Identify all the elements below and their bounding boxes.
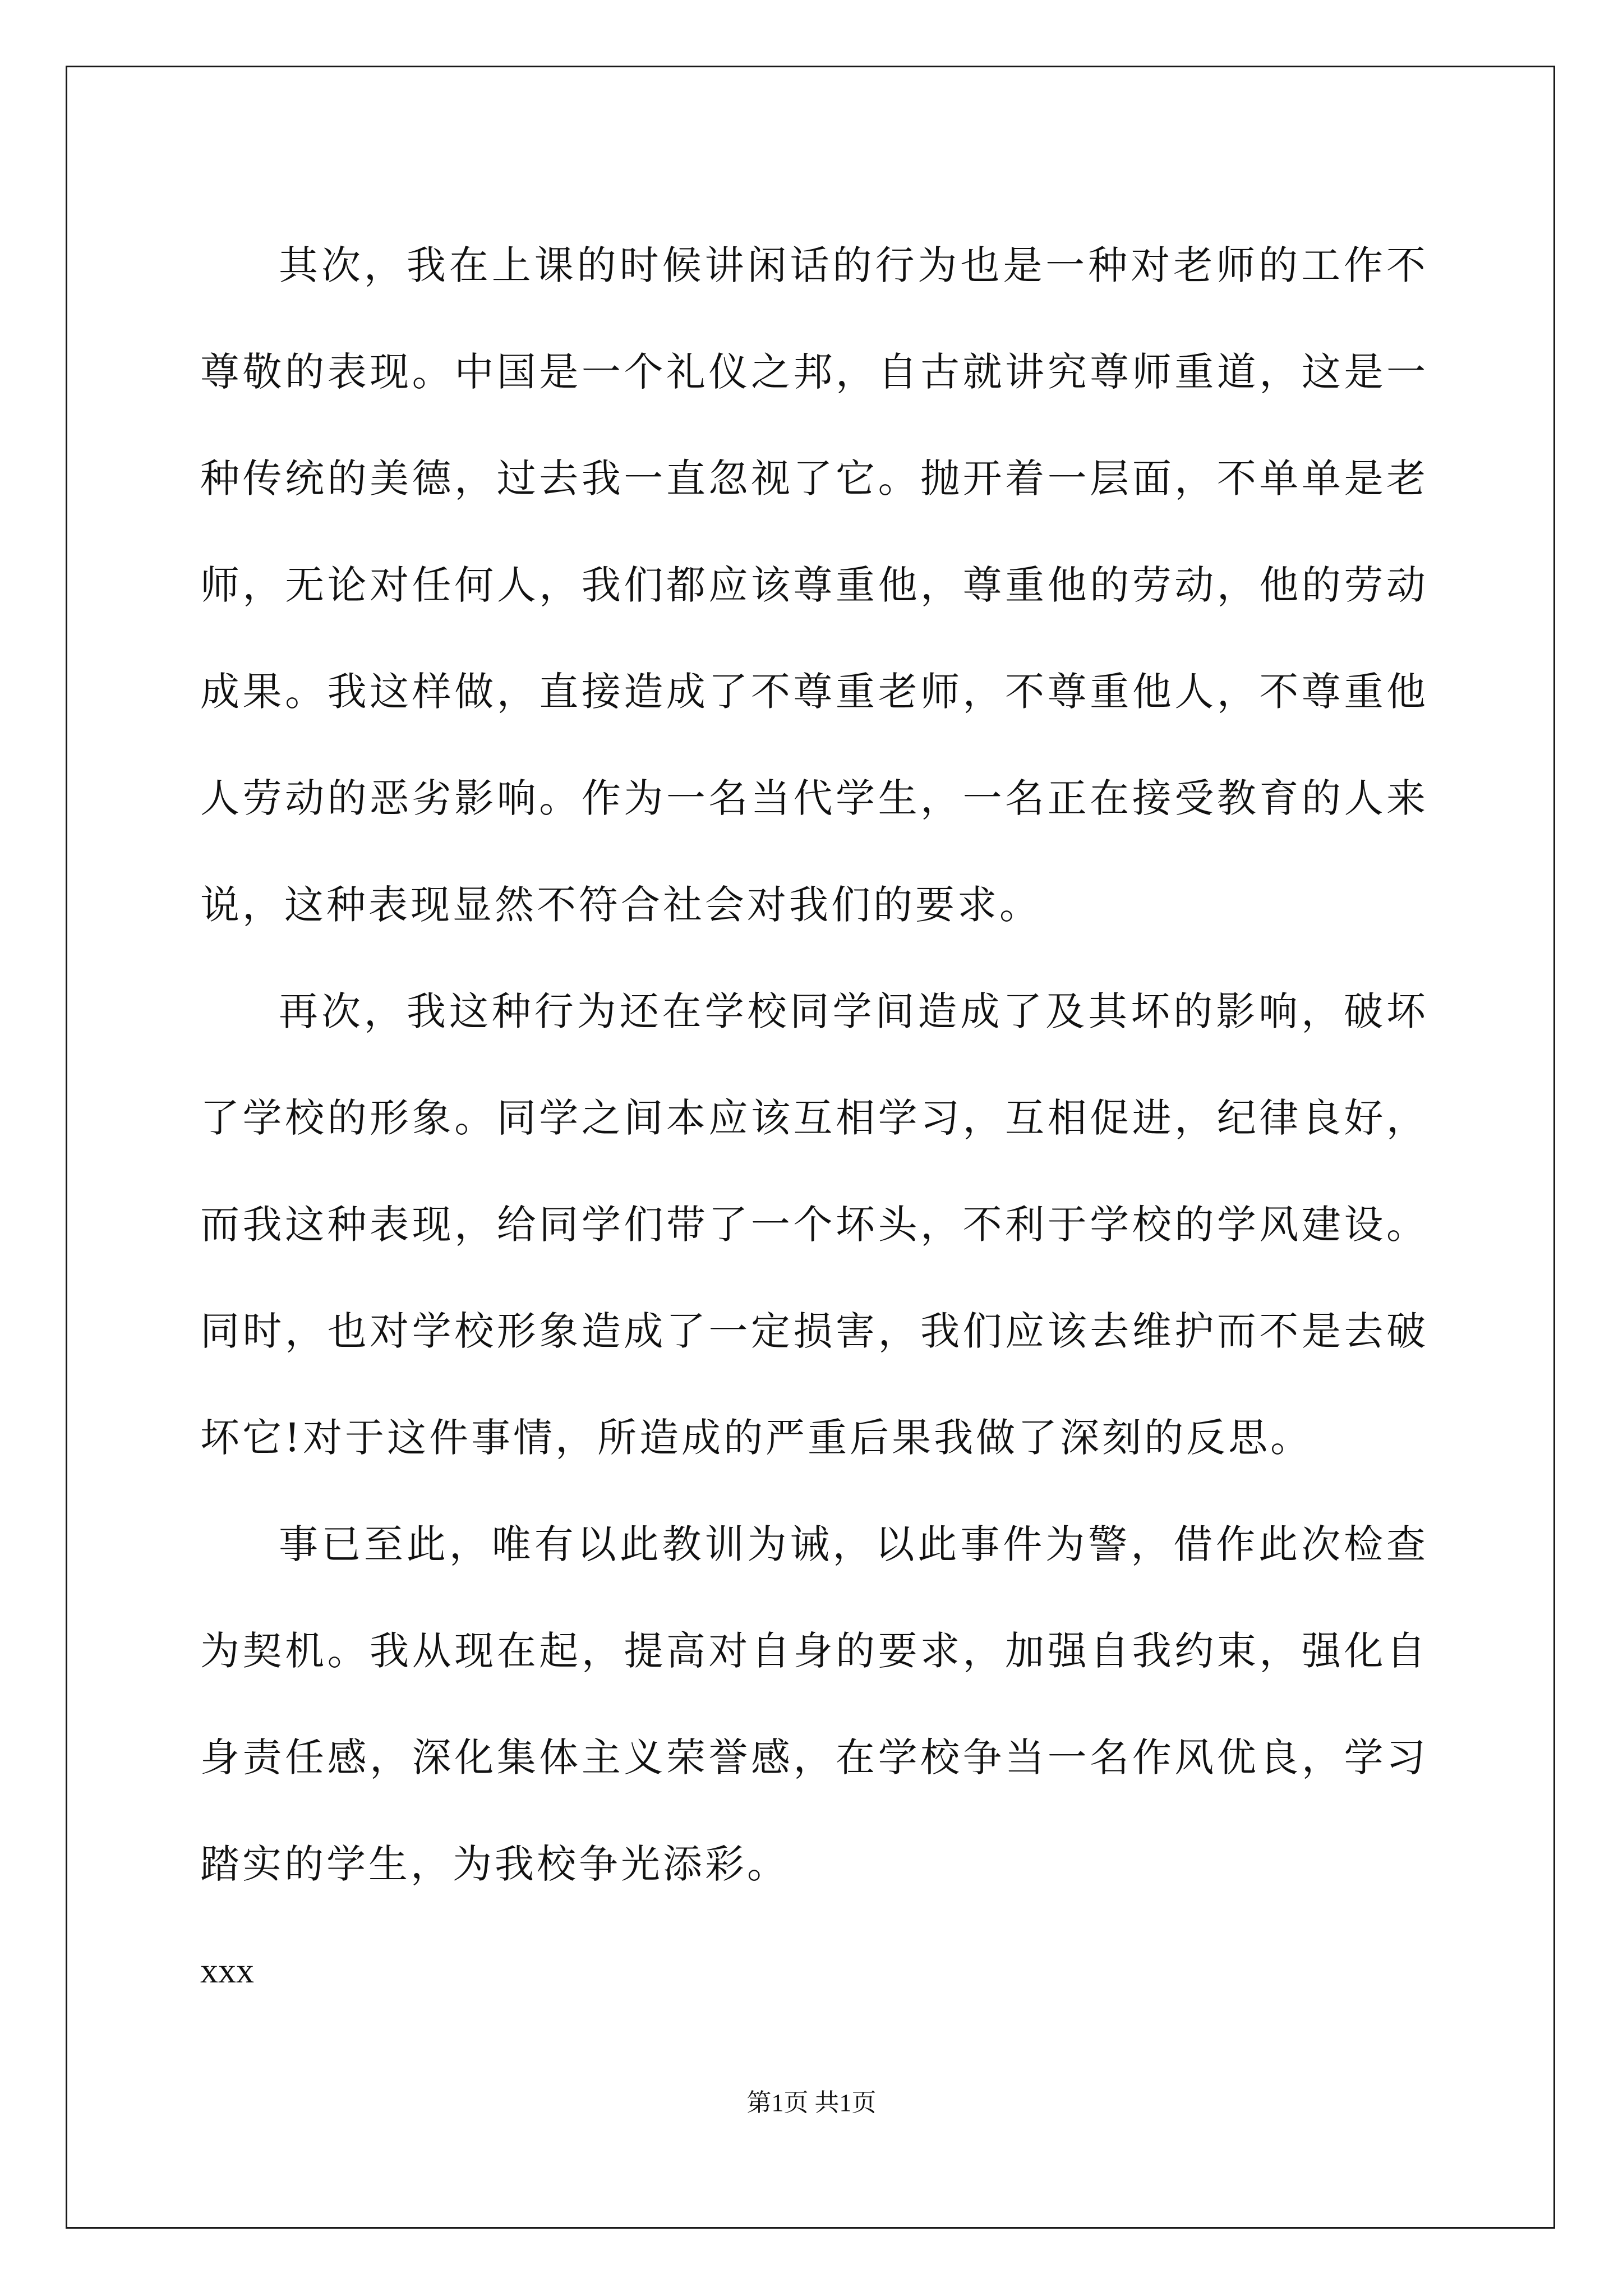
signature: xxx bbox=[200, 1950, 254, 1990]
paragraph-2: 再次，我这种行为还在学校同学间造成了及其坏的影响，破坏了学校的形象。同学之间本应该互相学习，互相促进，纪律良好，而我这种表现，给同学们带了一个坏头，不利于学校的学风建设。同时，也对学校形象造成了一定损害，我们应该去维护而不是去破坏它!对于这件事情，所造成的严重后果我做了深刻的反思。 bbox=[200, 988, 1428, 1461]
page-number-footer: 第1页 共1页 bbox=[746, 2089, 877, 2116]
paragraph-1: 其次，我在上课的时候讲闲话的行为也是一种对老师的工作不尊敬的表现。中国是一个礼仪之邦，自古就讲究尊师重道，这是一种传统的美德，过去我一直忽视了它。抛开着一层面，不单单是老师，无论对任何人，我们都应该尊重他，尊重他的劳动，他的劳动成果。我这样做，直接造成了不尊重老师，不尊重他人，不尊重他人劳动的恶劣影响。作为一名当代学生，一名正在接受教育的人来说，这种表现显然不符合社会对我们的要求。 bbox=[200, 242, 1428, 928]
document-body bbox=[200, 212, 1428, 2024]
paragraph-3: 事已至此，唯有以此教训为诫，以此事件为警，借作此次检查为契机。我从现在起，提高对自身的要求，加强自我约束，强化自身责任感，深化集体主义荣誉感，在学校争当一名作风优良，学习踏实的学生，为我校争光添彩。 bbox=[200, 1521, 1428, 1887]
